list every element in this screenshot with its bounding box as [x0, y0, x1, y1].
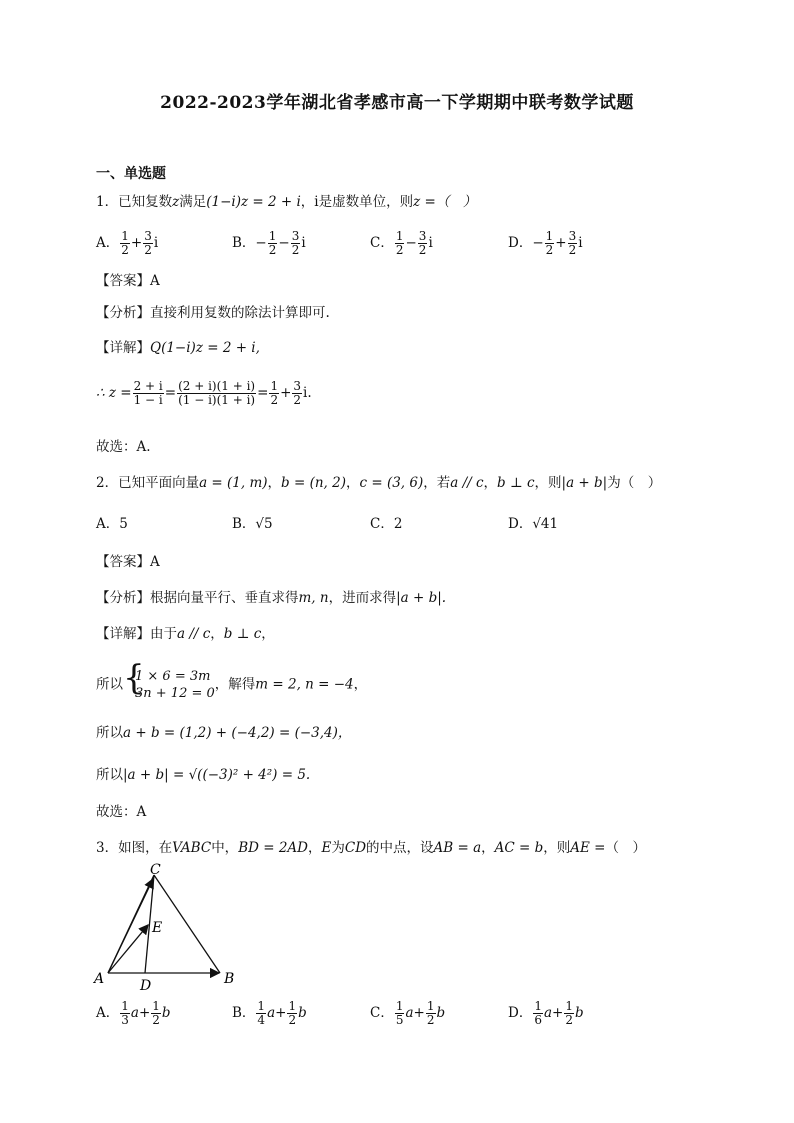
label-e: E: [152, 920, 163, 936]
q3-option-b[interactable]: B． $\frac{1}{4}$ a+ $\frac{1}{2}$ b: [232, 999, 307, 1027]
q1-option-b[interactable]: B．− $\frac{1}{2}$ − $\frac{3}{2}$ i: [232, 229, 306, 257]
label-a: A: [94, 971, 105, 987]
label-b: B: [224, 971, 235, 987]
q2-analysis: 【分析】根据向量平行、垂直求得m, n，进而求得|a + b|.: [96, 590, 447, 606]
q3-option-d[interactable]: D． $\frac{1}{6}$ a+ $\frac{1}{2}$ b: [508, 999, 584, 1027]
page-title: 2022-2023学年湖北省孝感市高一下学期期中联考数学试题: [160, 93, 634, 113]
q1-option-a[interactable]: A． $\frac{1}{2}$ + $\frac{3}{2}$ i: [96, 229, 159, 257]
q2-option-d[interactable]: D．√41: [508, 516, 559, 532]
q1-choice: 故选：A.: [96, 439, 151, 455]
q3-option-a[interactable]: A． $\frac{1}{3}$ a+ $\frac{1}{2}$ b: [96, 999, 171, 1027]
q1-detail-line2: ∴ z = $\frac{2 + i}{1 - i}$ = $\frac{(2 + i)(1 + i)}{(1 - i)(1 + i)}$ = $\frac{1}{2}$ + $\frac{3}{2}$ i.: [96, 379, 312, 407]
triangle-figure: [90, 862, 250, 994]
q1-option-c[interactable]: C． $\frac{1}{2}$ − $\frac{3}{2}$ i: [370, 229, 433, 257]
q1-detail-line1: 【详解】Q(1−i)z = 2 + i,: [96, 340, 260, 356]
q2-detail-magnitude: 所以|a + b| = √((−3)² + 4²) = 5.: [96, 767, 311, 783]
q2-detail-sum: 所以a + b = (1,2) + (−4,2) = (−3,4)，: [96, 725, 352, 741]
q2-option-b[interactable]: B．√5: [232, 516, 273, 532]
q2-option-c[interactable]: C．2: [370, 516, 403, 532]
q2-detail-line1: 【详解】由于a // c，b ⊥ c，: [96, 626, 275, 642]
q3-option-c[interactable]: C． $\frac{1}{5}$ a+ $\frac{1}{2}$ b: [370, 999, 446, 1027]
section-heading: 一、单选题: [96, 166, 166, 182]
q2-detail-system: 所以 { 1 × 6 = 3m 3n + 12 = 0 ，解得m = 2, n = −4，: [96, 658, 368, 701]
label-c: C: [150, 862, 161, 878]
q2-answer: 【答案】A: [96, 554, 160, 570]
q2-choice: 故选：A: [96, 804, 147, 820]
q1-option-d[interactable]: D．− $\frac{1}{2}$ + $\frac{3}{2}$ i: [508, 229, 583, 257]
q1-analysis: 【分析】直接利用复数的除法计算即可.: [96, 305, 330, 321]
q3-stem: 3．如图，在VABC中，BD = 2AD，E为CD的中点，设AB = a，AC = b，则AE =（ ）: [96, 840, 646, 856]
label-d: D: [140, 978, 152, 994]
side-cb: [154, 875, 220, 973]
q1-answer: 【答案】A: [96, 273, 160, 289]
q2-stem: 2．已知平面向量a = (1, m)，b = (n, 2)，c = (3, 6)，若a // c，b ⊥ c，则|a + b|为（ ）: [96, 475, 662, 491]
q1-stem: 1．已知复数z满足(1−i)z = 2 + i，i是虚数单位，则z =（ ）: [96, 194, 477, 210]
q2-option-a[interactable]: A．5: [96, 516, 128, 532]
